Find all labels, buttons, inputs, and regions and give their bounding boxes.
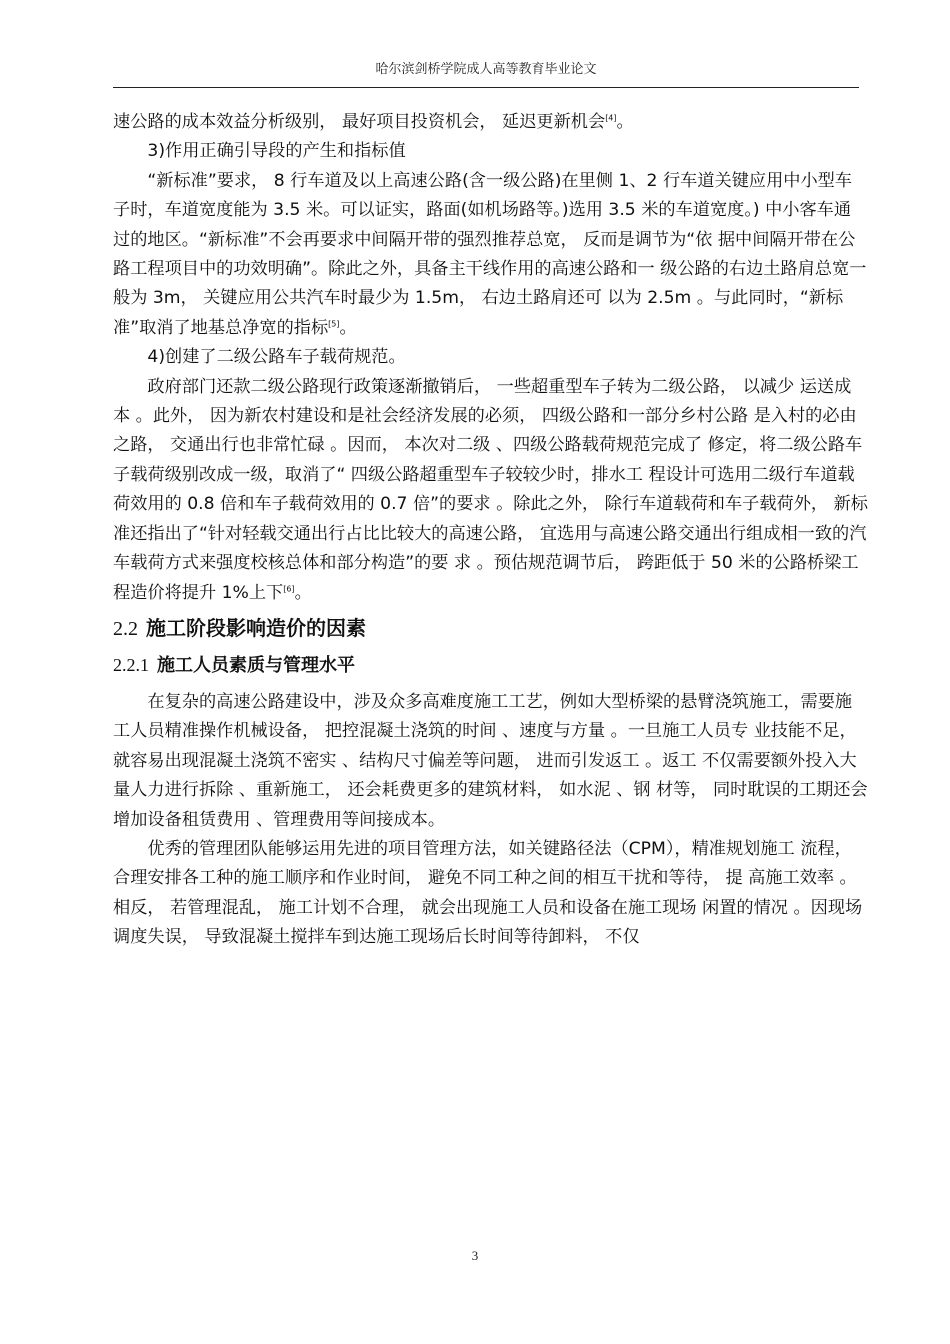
section-heading-2-2-1 [113,647,868,684]
running-header: 哈尔滨剑桥学院成人高等教育毕业论文 [375,62,597,77]
paragraph-text: 4)创建了二级公路车子载荷规范。 [147,347,406,368]
paragraph-tail: 。 [616,112,634,132]
paragraph-text: 速公路的成本效益分析级别， 最好项目投资机会， 延迟更新机会 [113,112,606,132]
paragraph-text: 政府部门还款二级公路现行政策逐渐撤销后， 一些超重型车子转为二级公路， 以减少 运送成本 。此外， 因为新农村建设和是社会经济发展的必须， 四级公路和一部分乡村公路 是入村的必由之路， 交通出行也非常忙碌 。因而， 本次对二级 、四级公路载荷规范完成了 修定，将二级公路车子载荷级别改成一级，取消了“ 四级公路超重型车子较较少时，排水工 程设计可选用二级行车道载荷效用的 0.8 倍和车子载荷效用的 0.7 倍”的要求 。除此之外， 除行车道载荷和车子载荷外， 新标准还指出了“针对轻载交通出行占比比较大的高速公路， 宜选用与高速公路交通出行组成相一致的汽车载荷方式来强度校核总体和部分构造”的要 求 。预估规范调节后， 跨距低于 50 米的公路桥梁工程造价将提升 1%上下 [113,376,868,603]
section-number: 2.2.1 [113,654,149,675]
citation-ref: [6] [283,583,295,593]
section-title: 施工人员素质与管理水平 [157,654,355,676]
paragraph-management [113,835,868,953]
paragraph-text: 在复杂的高速公路建设中，涉及众多高难度施工工艺，例如大型桥梁的悬臂浇筑施工，需要施工人员精准操作机械设备， 把控混凝土浇筑的时间 、速度与方量 。一旦施工人员专 业技能不足， 就容易出现混凝土浇筑不密实 、结构尺寸偏差等问题， 进而引发返工 。返工 不仅需要额外投入大量人力进行拆除 、重新施工， 还会耗费更多的建筑材料， 如水泥 、钢 材等， 同时耽误的工期还会增加设备租赁费用 、管理费用等间接成本。 [113,691,868,830]
paragraph-text: “新标准”要求， 8 行车道及以上高速公路(含一级公路)在里侧 1、2 行车道关键应用中小型车子时，车道宽度能为 3.5 米。可以证实，路面(如机场路等。)选用 3.5 米的车道宽度。) 中小客车通过的地区。“新标准”不会再要求中间隔开带的强烈推荐总宽， 反而是调节为“依 据中间隔开带在公路工程项目中的功效明确”。除此之外，具备主干线作用的高速公路和一 级公路的右边土路肩总宽一般为 3m， 关键应用公共汽车时最少为 1.5m， 右边土路肩还可 以为 2.5m 。与此同时，“新标准”取消了地基总净宽的指标 [113,170,867,338]
paragraph-new-standard [113,167,868,343]
header-rule [113,87,859,88]
page-number: 3 [471,1248,479,1263]
paragraph-tail: 。 [294,582,312,603]
body-content [113,108,868,953]
section-heading-2-2 [113,610,868,647]
paragraph-load-standard [113,373,868,608]
paragraph-continuation [113,108,868,137]
subheading-4 [113,343,868,372]
paragraph-construction-skill [113,688,868,835]
paragraph-text: 优秀的管理团队能够运用先进的项目管理方法，如关键路径法（CPM），精准规划施工 流程， 合理安排各工种的施工顺序和作业时间， 避免不同工种之间的相互干扰和等待， 提 高施工效率 。相反， 若管理混乱， 施工计划不合理， 就会出现施工人员和设备在施工现场 闲置的情况 。因现场调度失误， 导致混凝土搅拌车到达施工现场后长时间等待卸料， 不仅 [113,838,863,948]
section-number: 2.2 [113,617,138,640]
subheading-3 [113,137,868,166]
citation-ref: [4] [605,113,617,123]
section-title: 施工阶段影响造价的因素 [146,615,366,640]
citation-ref: [5] [328,319,340,329]
paragraph-tail: 。 [339,317,357,338]
paragraph-text: 3)作用正确引导段的产生和指标值 [147,141,406,162]
